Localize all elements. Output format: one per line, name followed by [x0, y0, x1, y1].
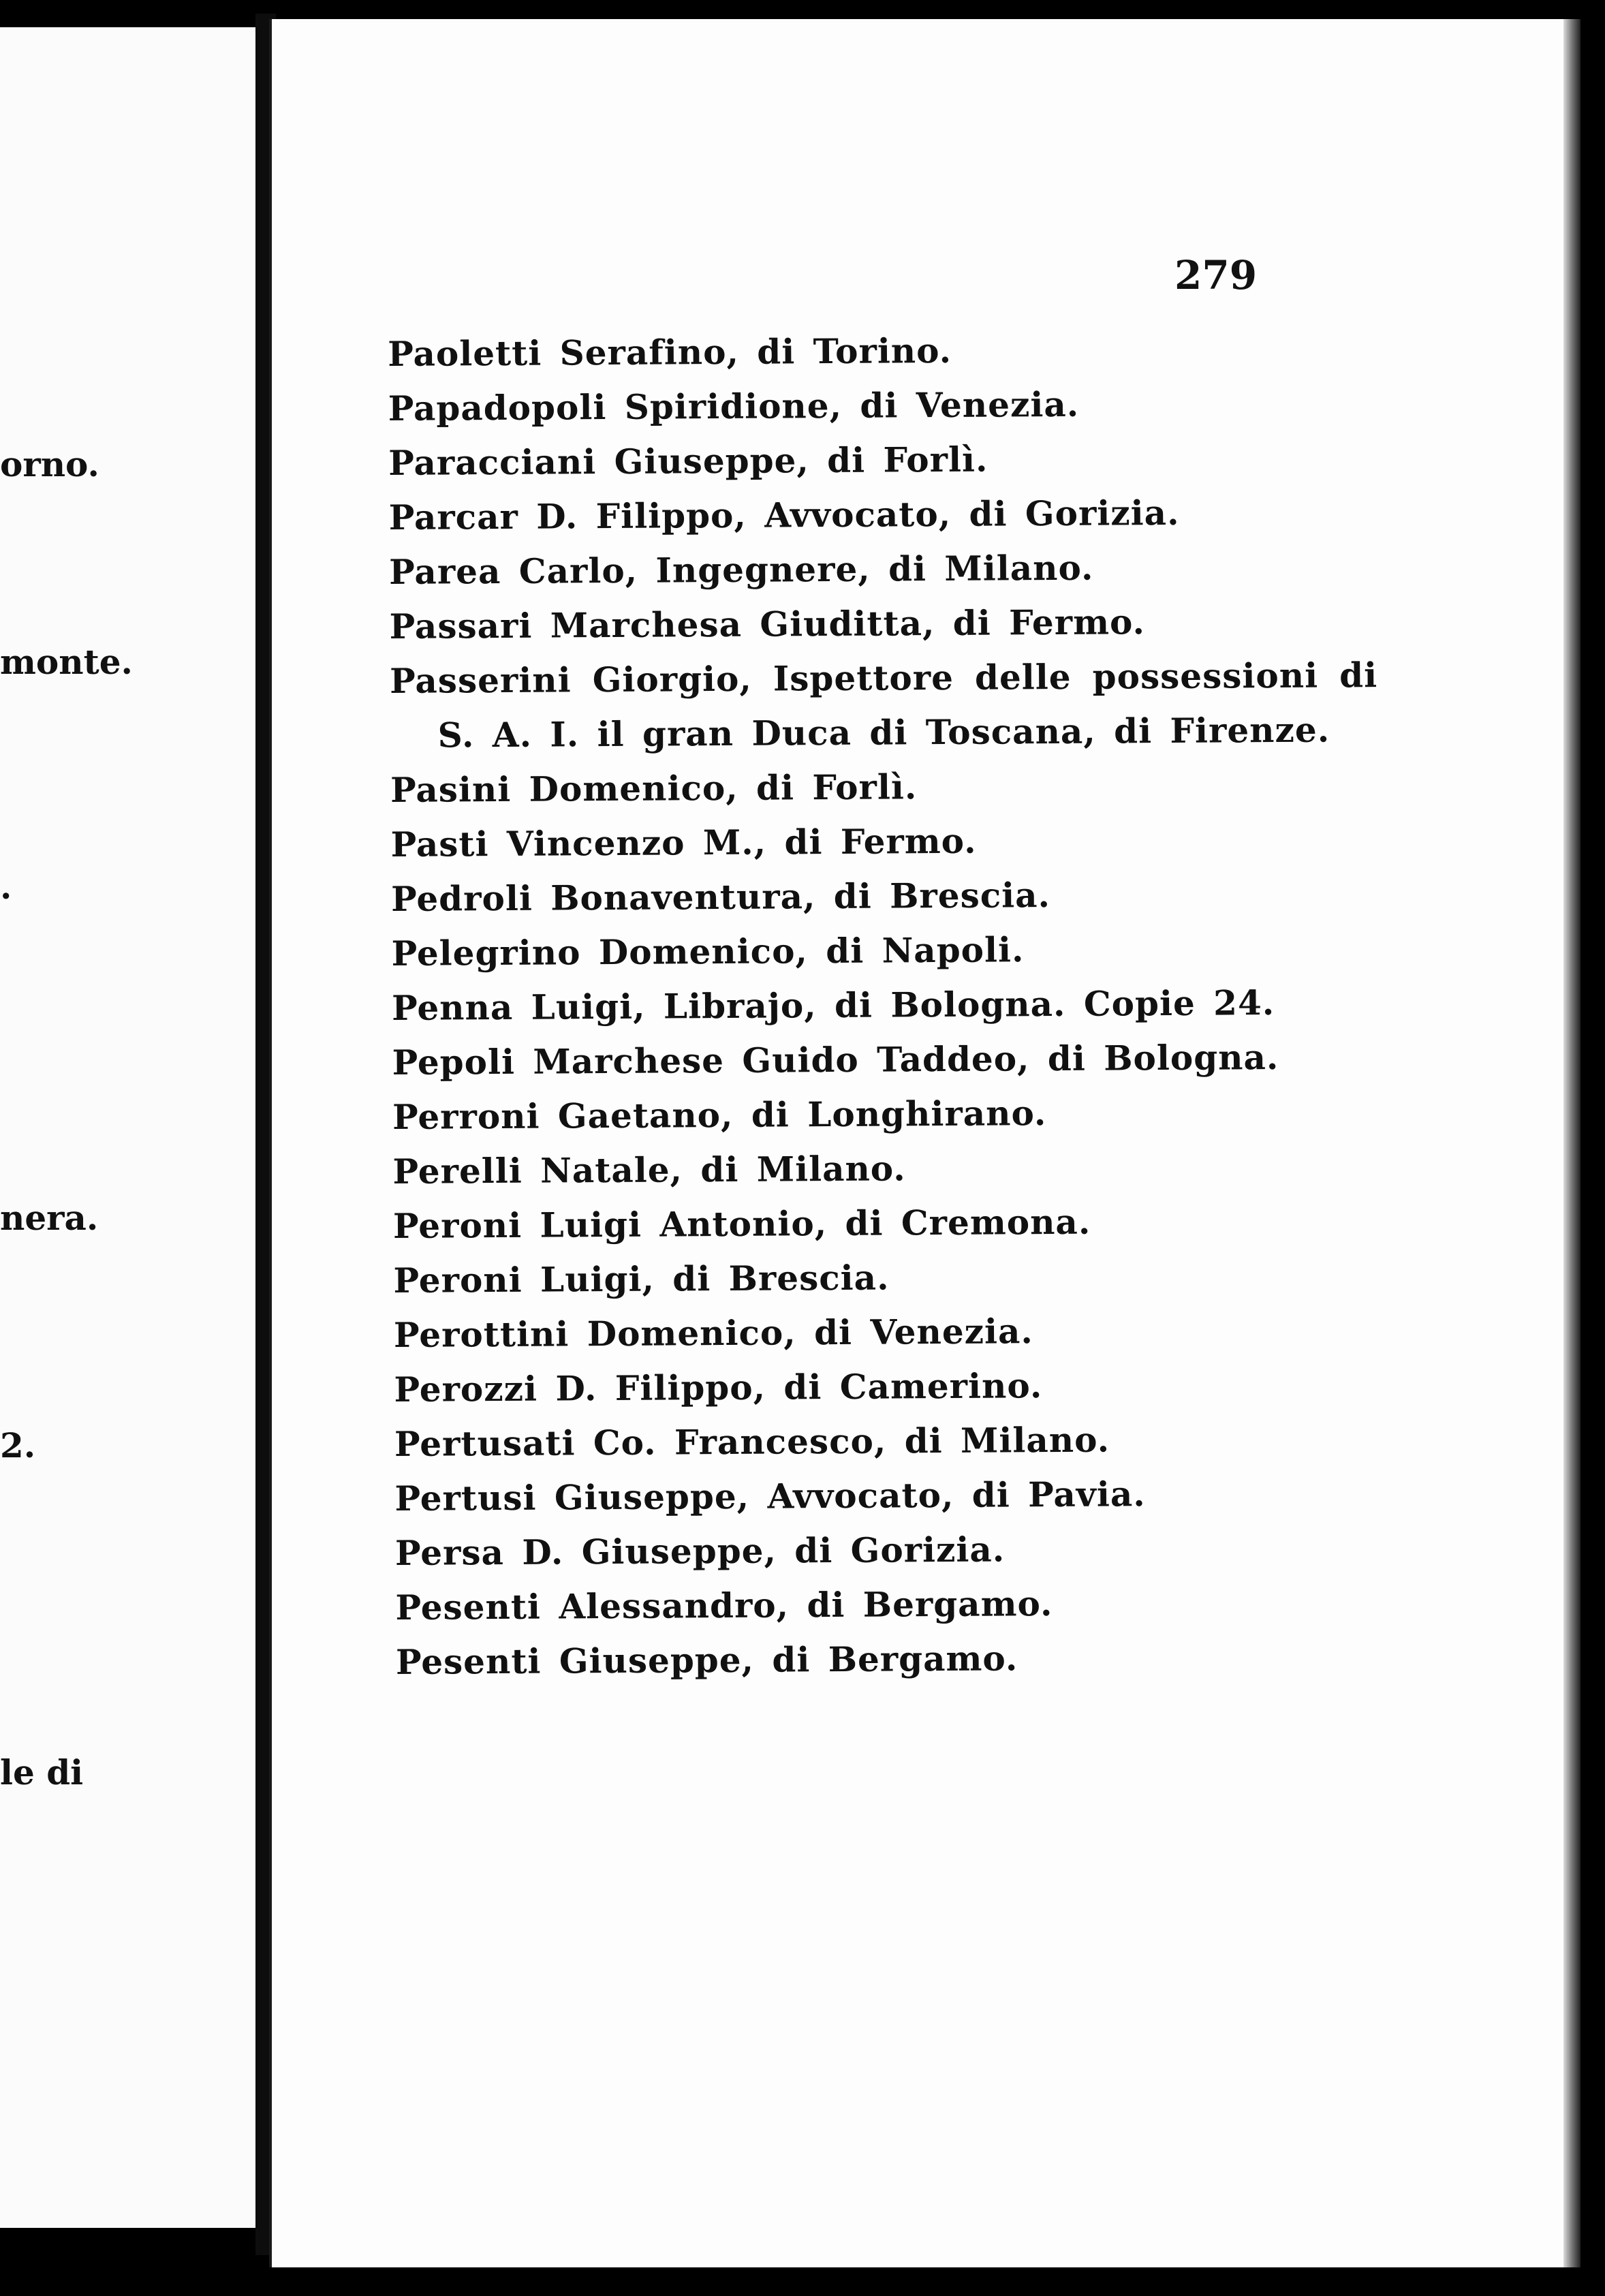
list-item: Perelli Natale, di Milano.	[392, 1148, 906, 1192]
list-item: Peroni Luigi, di Brescia.	[393, 1257, 890, 1301]
list-item: Passerini Giorgio, Ispettore delle possessioni di S. A. I. il gran Duca di Toscana, di Firenze.	[389, 655, 1378, 756]
list-item: Pasti Vincenzo M., di Fermo.	[390, 820, 977, 865]
list-item: Penna Luigi, Librajo, di Bologna. Copie 24.	[391, 982, 1275, 1028]
list-item: Perroni Gaetano, di Longhirano.	[392, 1093, 1047, 1137]
page-number: 279	[1174, 252, 1258, 298]
list-item: Pesenti Alessandro, di Bergamo.	[395, 1583, 1053, 1628]
list-item: Paoletti Serafino, di Torino.	[388, 330, 952, 374]
list-item: Persa D. Giuseppe, di Gorizia.	[394, 1529, 1006, 1573]
list-item: Pertusi Giuseppe, Avvocato, di Pavia.	[394, 1474, 1146, 1519]
list-item: Parea Carlo, Ingegnere, di Milano.	[389, 547, 1094, 592]
left-fragment-2: .	[0, 867, 12, 907]
list-item: Papadopoli Spiridione, di Venezia.	[388, 384, 1080, 429]
list-item: Pelegrino Domenico, di Napoli.	[391, 929, 1025, 974]
list-item: Peroni Luigi Antonio, di Cremona.	[392, 1201, 1091, 1246]
left-fragment-4: 2.	[0, 1425, 36, 1465]
list-item: Perozzi D. Filippo, di Camerino.	[394, 1365, 1043, 1410]
list-item: Parcar D. Filippo, Avvocato, di Gorizia.	[388, 492, 1180, 538]
list-item: Pasini Domenico, di Forlì.	[390, 766, 918, 810]
left-fragment-0: orno.	[0, 444, 99, 484]
subscriber-list	[388, 321, 1384, 1690]
list-item: Pertusati Co. Francesco, di Milano.	[394, 1419, 1110, 1464]
list-item: Pepoli Marchese Guido Taddeo, di Bologna.	[392, 1037, 1279, 1083]
list-item: Passari Marchesa Giuditta, di Fermo.	[389, 602, 1146, 647]
list-item: Paracciani Giuseppe, di Forlì.	[388, 439, 988, 483]
left-fragment-1: monte.	[0, 642, 133, 682]
left-fragment-3: nera.	[0, 1198, 99, 1238]
current-page	[269, 19, 1563, 2267]
list-item: Pedroli Bonaventura, di Brescia.	[390, 875, 1051, 919]
previous-page	[0, 27, 258, 2228]
list-item: Perottini Domenico, di Venezia.	[393, 1311, 1034, 1355]
page-edge	[1563, 19, 1580, 2267]
left-fragment-5: le di	[0, 1752, 84, 1793]
list-item: Pesenti Giuseppe, di Bergamo.	[395, 1638, 1018, 1682]
